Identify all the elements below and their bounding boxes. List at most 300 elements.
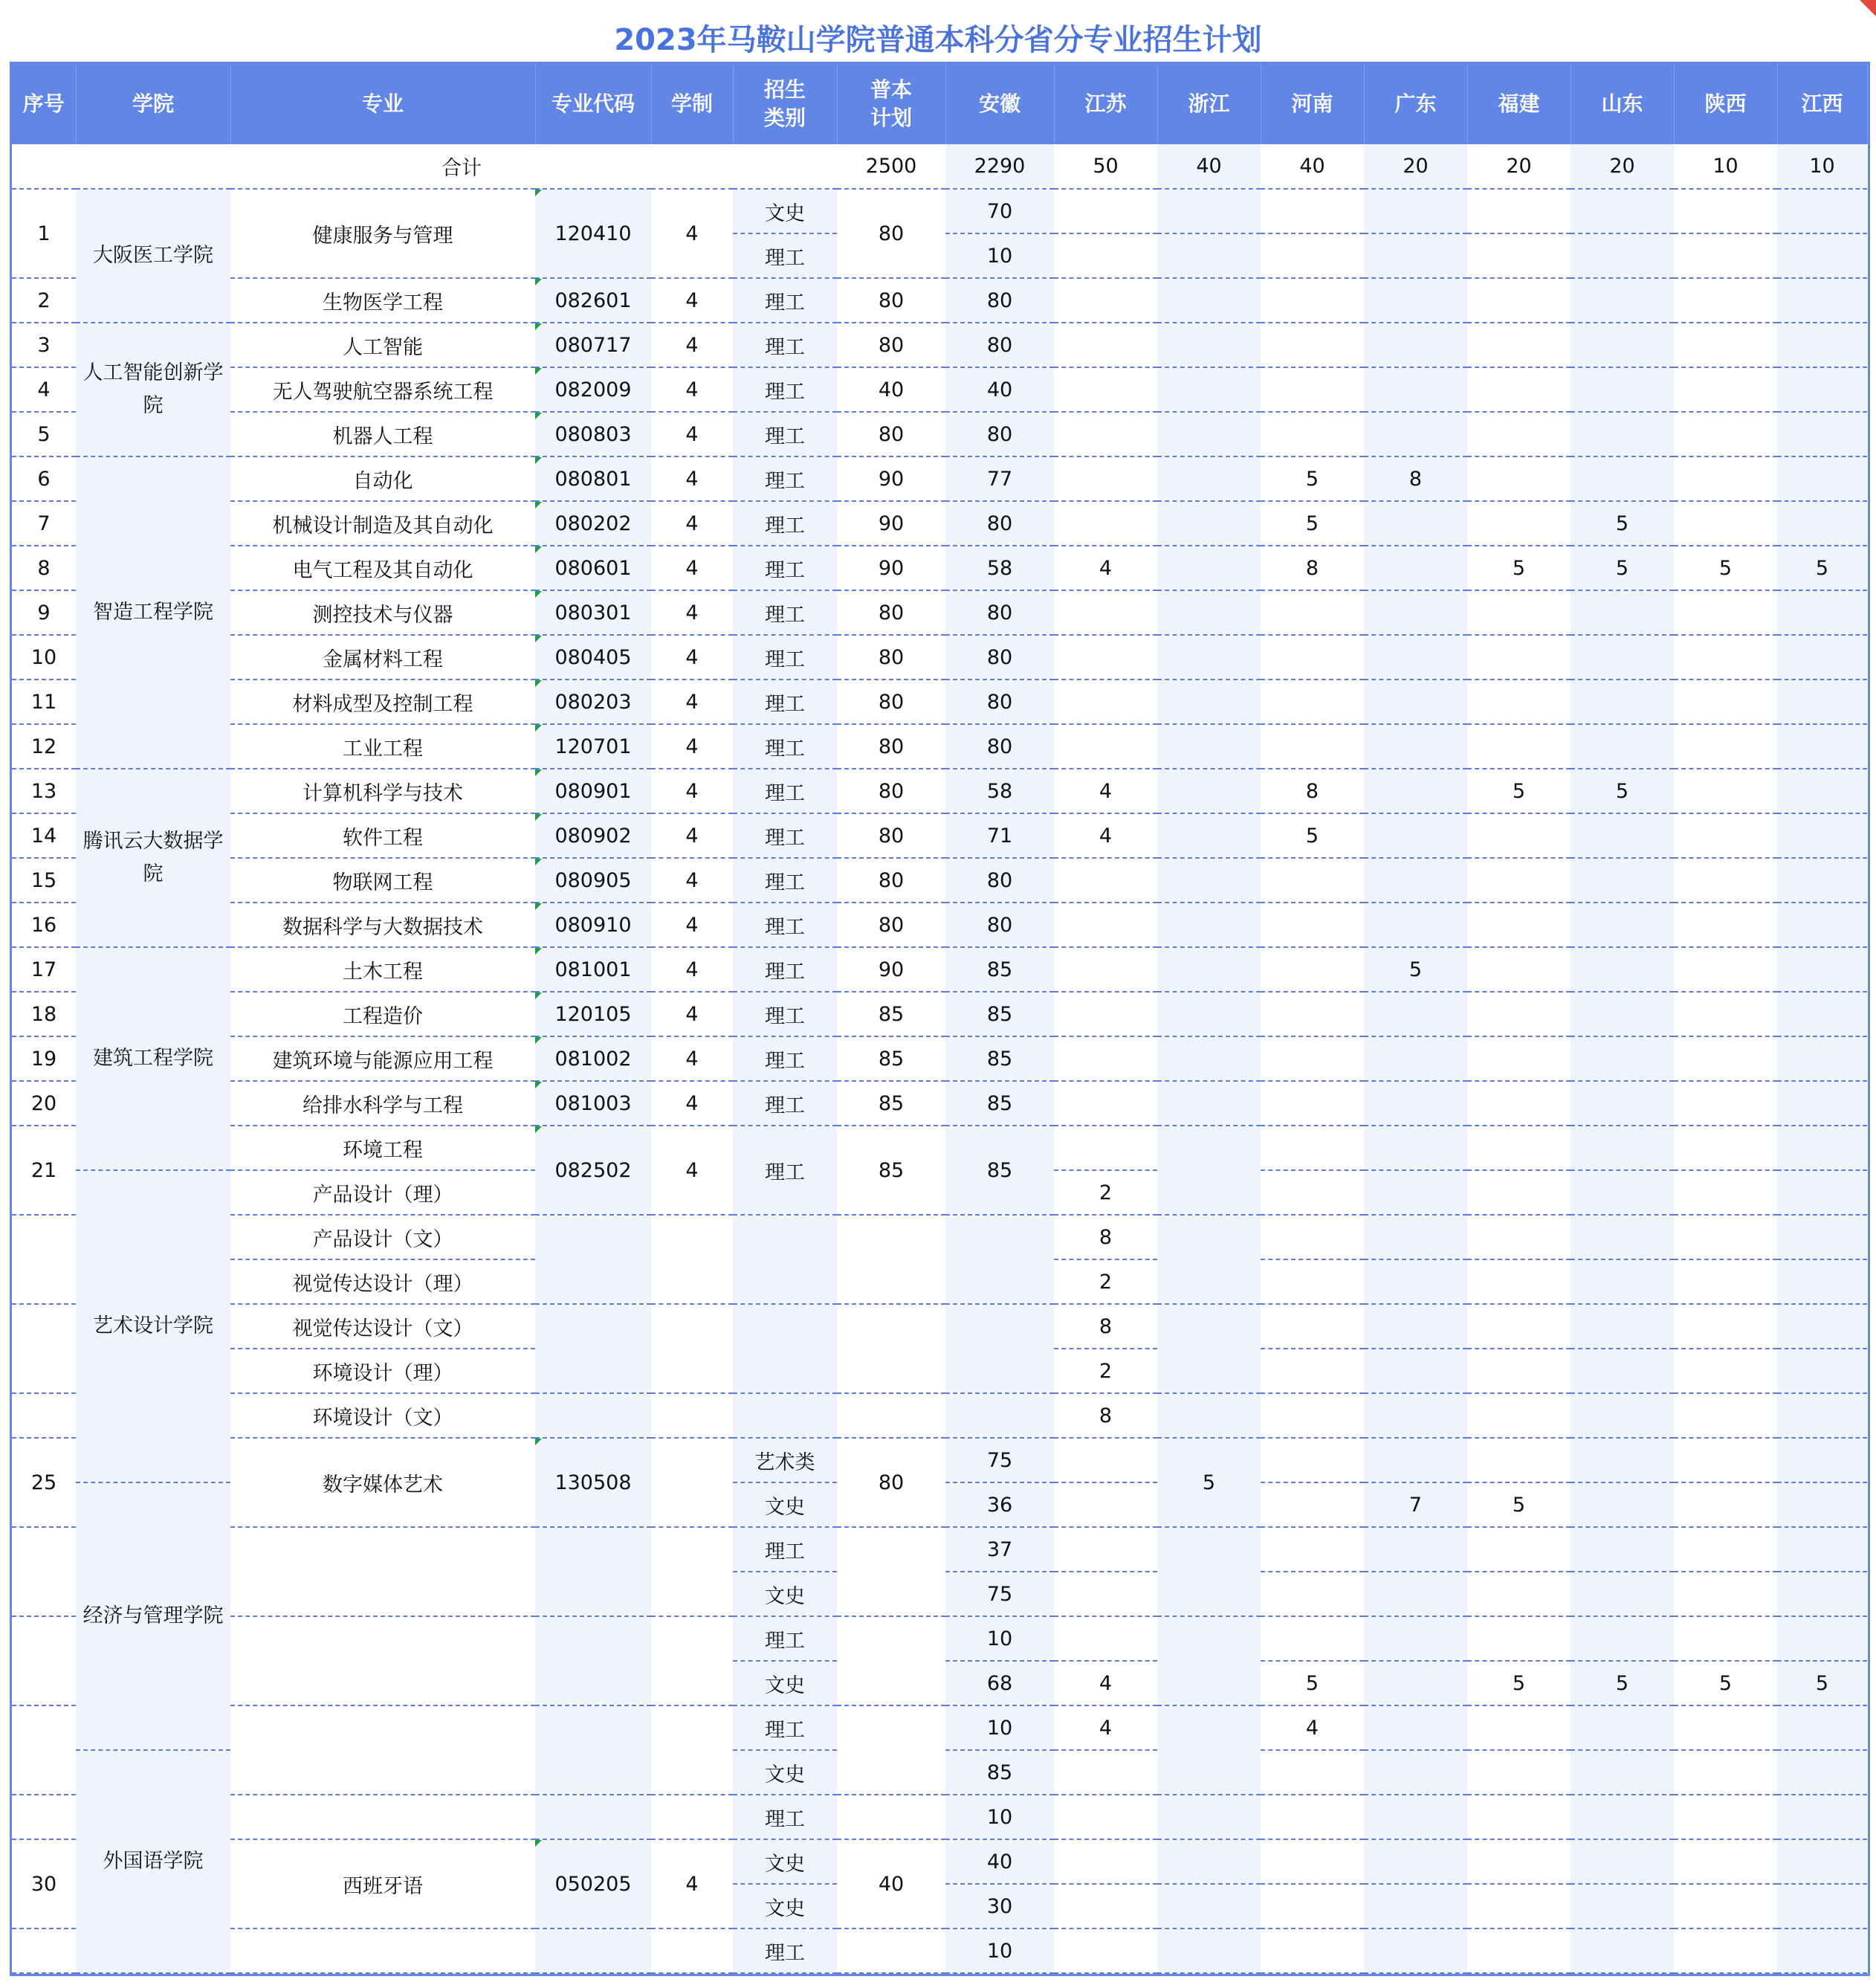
table-cell: [1261, 1527, 1364, 1572]
table-row: [12, 1616, 1867, 1661]
table-cell: [1261, 1126, 1364, 1170]
table-cell: [1467, 724, 1571, 769]
table-cell: [1364, 635, 1467, 680]
table-cell: [1467, 813, 1571, 858]
table-cell: [1364, 367, 1467, 412]
table-cell: 80: [945, 724, 1054, 769]
table-cell: 80: [945, 501, 1054, 546]
table-cell: 4: [1054, 1661, 1157, 1705]
table-cell: 2500: [837, 144, 945, 189]
table-cell: 90: [837, 456, 945, 501]
table-cell: [1674, 1170, 1777, 1215]
table-cell: [1571, 1928, 1674, 1973]
table-cell: 理工: [733, 278, 837, 323]
table-cell: 081002: [535, 1036, 651, 1081]
table-cell: [1467, 1527, 1571, 1572]
table-cell: [1777, 590, 1867, 635]
table-cell: 70: [945, 189, 1054, 233]
table-cell: 130508: [535, 1438, 651, 1527]
header-cell: 江苏: [1054, 64, 1157, 144]
table-cell: 16: [12, 903, 76, 947]
table-cell: 85: [945, 1750, 1054, 1795]
table-cell: 58: [945, 546, 1054, 590]
table-cell: 视觉传达设计（理）: [230, 1259, 535, 1304]
table-cell: [12, 1527, 76, 1616]
table-cell: 20: [1571, 144, 1674, 189]
table-cell: [1777, 1572, 1867, 1616]
table-cell: 理工: [733, 233, 837, 278]
table-cell: [1571, 1215, 1674, 1259]
table-row: [12, 1705, 1867, 1750]
table-cell: [1467, 1928, 1571, 1973]
table-cell: 测控技术与仪器: [230, 590, 535, 635]
table-cell: 80: [837, 724, 945, 769]
table-cell: 5: [1571, 769, 1674, 813]
table-cell: [1674, 1081, 1777, 1126]
table-cell: 理工: [733, 1527, 837, 1572]
table-cell: 4: [651, 323, 733, 367]
table-cell: [535, 1928, 651, 1973]
table-cell: [1261, 1081, 1364, 1126]
table-cell: [1571, 635, 1674, 680]
table-cell: [1261, 1884, 1364, 1928]
table-cell: 75: [945, 1438, 1054, 1482]
table-cell: [1054, 1438, 1157, 1482]
table-cell: 40: [945, 367, 1054, 412]
header-cell: 浙江: [1157, 64, 1261, 144]
table-row: [12, 546, 1867, 590]
college-cell: 外国语学院: [76, 1750, 230, 1973]
table-cell: [945, 1304, 1054, 1393]
table-cell: [1364, 189, 1467, 233]
header-cell: 广东: [1364, 64, 1467, 144]
table-cell: 4: [1054, 546, 1157, 590]
table-cell: 5: [1674, 1661, 1777, 1705]
table-cell: [1571, 1036, 1674, 1081]
table-cell: [1777, 456, 1867, 501]
table-cell: [1467, 1438, 1571, 1482]
table-cell: [1777, 1259, 1867, 1304]
table-cell: [1364, 323, 1467, 367]
table-cell: 4: [651, 947, 733, 992]
table-row: [12, 1438, 1867, 1482]
table-cell: 80: [837, 680, 945, 724]
table-cell: [1571, 1438, 1674, 1482]
table-cell: [1467, 1795, 1571, 1839]
table-row: [12, 1527, 1867, 1572]
table-row: [12, 903, 1867, 947]
table-cell: 25: [12, 1438, 76, 1527]
table-row: [12, 680, 1867, 724]
table-cell: [1674, 1259, 1777, 1304]
table-cell: [1777, 1081, 1867, 1126]
table-cell: 4: [651, 546, 733, 590]
table-cell: [1467, 1750, 1571, 1795]
table-cell: [1467, 1349, 1571, 1393]
table-cell: [1674, 858, 1777, 903]
college-cell: 大阪医工学院: [76, 189, 230, 323]
table-cell: [1261, 367, 1364, 412]
table-cell: [1674, 1795, 1777, 1839]
table-cell: 36: [945, 1482, 1054, 1527]
table-cell: [1571, 1884, 1674, 1928]
table-cell: [651, 1705, 733, 1795]
table-cell: 理工: [733, 546, 837, 590]
table-cell: 17: [12, 947, 76, 992]
table-cell: [1777, 769, 1867, 813]
table-cell: [1054, 278, 1157, 323]
table-cell: [1364, 1215, 1467, 1259]
table-cell: 土木工程: [230, 947, 535, 992]
table-cell: [1054, 903, 1157, 947]
table-cell: 80: [945, 858, 1054, 903]
table-cell: 8: [12, 546, 76, 590]
table-cell: 4: [651, 1081, 733, 1126]
table-cell: [1157, 992, 1261, 1036]
table-cell: 机器人工程: [230, 412, 535, 456]
table-cell: 080717: [535, 323, 651, 367]
table-cell: 14: [12, 813, 76, 858]
table-cell: 80: [945, 590, 1054, 635]
table-cell: 8: [1054, 1393, 1157, 1438]
table-cell: [230, 1795, 535, 1839]
table-cell: 5: [1571, 501, 1674, 546]
table-cell: 5: [1777, 546, 1867, 590]
table-cell: [1261, 947, 1364, 992]
table-cell: 4: [651, 813, 733, 858]
table-cell: 4: [1054, 813, 1157, 858]
table-cell: [1674, 1215, 1777, 1259]
table-cell: 2290: [945, 144, 1054, 189]
table-cell: 8: [1364, 456, 1467, 501]
college-cell: 经济与管理学院: [76, 1482, 230, 1750]
table-cell: [1157, 635, 1261, 680]
table-cell: [1054, 1572, 1157, 1616]
table-row: [12, 992, 1867, 1036]
table-cell: [1261, 1170, 1364, 1215]
table-cell: [230, 1527, 535, 1616]
college-cell: 建筑工程学院: [76, 947, 230, 1170]
table-cell: [1261, 724, 1364, 769]
table-cell: [1571, 813, 1674, 858]
table-cell: [1261, 1304, 1364, 1349]
table-cell: 4: [651, 501, 733, 546]
header-cell: 山东: [1571, 64, 1674, 144]
table-cell: [12, 1928, 76, 1973]
header-cell: 普本 计划: [837, 64, 945, 144]
table-cell: [651, 1215, 733, 1304]
table-cell: 4: [651, 412, 733, 456]
table-cell: 85: [945, 947, 1054, 992]
table-cell: 自动化: [230, 456, 535, 501]
table-cell: [1261, 1839, 1364, 1884]
college-cell: 腾讯云大数据学院: [76, 769, 230, 947]
table-cell: [1467, 947, 1571, 992]
table-cell: [1261, 233, 1364, 278]
table-cell: [1261, 1928, 1364, 1973]
table-cell: 10: [1777, 144, 1867, 189]
table-cell: 20: [12, 1081, 76, 1126]
table-cell: [1261, 1616, 1364, 1661]
table-row: [12, 1036, 1867, 1081]
table-cell: [1261, 858, 1364, 903]
table-cell: [1157, 1126, 1261, 1215]
table-cell: [1364, 412, 1467, 456]
table-cell: [837, 1928, 945, 1973]
table-cell: [837, 1527, 945, 1616]
table-cell: [1571, 947, 1674, 992]
table-cell: [1777, 1349, 1867, 1393]
table-cell: 4: [651, 635, 733, 680]
table-cell: 80: [837, 813, 945, 858]
table-cell: [1571, 1482, 1674, 1527]
table-cell: [1467, 1304, 1571, 1349]
table-cell: [1157, 680, 1261, 724]
table-cell: [1571, 1795, 1674, 1839]
table-cell: 材料成型及控制工程: [230, 680, 535, 724]
table-cell: [1157, 233, 1261, 278]
header-cell: 序号: [12, 64, 76, 144]
table-cell: [1364, 278, 1467, 323]
table-cell: 050205: [535, 1839, 651, 1928]
table-cell: [1054, 992, 1157, 1036]
table-cell: 80: [945, 680, 1054, 724]
table-cell: 120105: [535, 992, 651, 1036]
table-cell: 85: [837, 1126, 945, 1215]
table-cell: 2: [1054, 1349, 1157, 1393]
table-cell: 85: [837, 992, 945, 1036]
table-cell: 理工: [733, 813, 837, 858]
table-cell: 5: [1571, 546, 1674, 590]
table-cell: 理工: [733, 724, 837, 769]
table-cell: 4: [651, 590, 733, 635]
table-cell: 40: [945, 1839, 1054, 1884]
table-cell: 082601: [535, 278, 651, 323]
table-cell: [1674, 1438, 1777, 1482]
table-cell: [1674, 1304, 1777, 1349]
header-cell: 专业代码: [535, 64, 651, 144]
table-row: [12, 1928, 1867, 1973]
table-cell: 80: [837, 769, 945, 813]
table-cell: [837, 1393, 945, 1438]
table-cell: [1364, 1572, 1467, 1616]
table-cell: [1674, 323, 1777, 367]
table-cell: [12, 1304, 76, 1393]
table-cell: [1571, 1750, 1674, 1795]
table-row: [12, 769, 1867, 813]
table-cell: [1157, 769, 1261, 813]
table-cell: [1674, 1527, 1777, 1572]
table-cell: [1467, 680, 1571, 724]
table-cell: 90: [837, 501, 945, 546]
table-cell: [535, 1616, 651, 1705]
table-cell: [1261, 1438, 1364, 1482]
table-cell: 85: [945, 1036, 1054, 1081]
table-cell: [1571, 1393, 1674, 1438]
table-cell: [1571, 367, 1674, 412]
table-cell: 理工: [733, 680, 837, 724]
table-cell: [1674, 992, 1777, 1036]
table-cell: 4: [651, 992, 733, 1036]
table-cell: 080202: [535, 501, 651, 546]
table-cell: [1364, 590, 1467, 635]
table-cell: [1777, 635, 1867, 680]
table-row: [12, 1304, 1867, 1349]
table-cell: 080405: [535, 635, 651, 680]
table-cell: [1364, 1259, 1467, 1304]
table-row: [12, 323, 1867, 367]
table-cell: [1157, 412, 1261, 456]
table-cell: [1571, 1304, 1674, 1349]
table-cell: 9: [12, 590, 76, 635]
table-row: [12, 1839, 1867, 1884]
table-cell: [1261, 1259, 1364, 1304]
table-cell: [1674, 635, 1777, 680]
table-cell: [1364, 992, 1467, 1036]
table-cell: [1054, 1527, 1157, 1572]
table-cell: [1674, 1705, 1777, 1750]
table-cell: [1467, 1170, 1571, 1215]
table-cell: [535, 1527, 651, 1616]
table-cell: [1157, 590, 1261, 635]
table-cell: 12: [12, 724, 76, 769]
table-cell: [1261, 903, 1364, 947]
table-cell: [1674, 501, 1777, 546]
table-cell: 80: [945, 412, 1054, 456]
table-cell: 120410: [535, 189, 651, 278]
table-cell: [1674, 412, 1777, 456]
table-cell: 7: [1364, 1482, 1467, 1527]
table-cell: [733, 1393, 837, 1438]
table-cell: [1571, 992, 1674, 1036]
table-cell: 5: [1467, 1661, 1571, 1705]
table-cell: 10: [945, 1928, 1054, 1973]
table-cell: [1054, 1884, 1157, 1928]
table-cell: 5: [1364, 947, 1467, 992]
table-cell: 4: [651, 1036, 733, 1081]
table-cell: [651, 1616, 733, 1705]
table-cell: 85: [837, 1036, 945, 1081]
table-cell: [1261, 1750, 1364, 1795]
table-row: [12, 1795, 1867, 1839]
table-cell: [1571, 903, 1674, 947]
table-cell: 40: [837, 1839, 945, 1928]
table-cell: [1261, 992, 1364, 1036]
table-cell: [1571, 1527, 1674, 1572]
table-cell: [1467, 1036, 1571, 1081]
table-cell: [1157, 367, 1261, 412]
college-cell: 智造工程学院: [76, 456, 230, 769]
table-cell: 软件工程: [230, 813, 535, 858]
table-cell: 理工: [733, 1928, 837, 1973]
table-cell: [1054, 724, 1157, 769]
table-cell: 理工: [733, 1081, 837, 1126]
table-cell: [1467, 1616, 1571, 1661]
table-cell: [1571, 1572, 1674, 1616]
table-cell: [1467, 323, 1571, 367]
table-cell: [12, 1616, 76, 1705]
table-row: [12, 1393, 1867, 1438]
table-cell: 081001: [535, 947, 651, 992]
table-cell: [1571, 724, 1674, 769]
table-cell: [1674, 233, 1777, 278]
table-cell: [1261, 1036, 1364, 1081]
table-cell: [1571, 1081, 1674, 1126]
table-row: [12, 367, 1867, 412]
table-cell: [1261, 680, 1364, 724]
table-cell: [1157, 546, 1261, 590]
table-cell: 40: [1157, 144, 1261, 189]
table-cell: 2: [1054, 1259, 1157, 1304]
table-cell: 85: [945, 992, 1054, 1036]
table-cell: 计算机科学与技术: [230, 769, 535, 813]
table-cell: [1054, 1482, 1157, 1527]
table-cell: 80: [837, 590, 945, 635]
table-cell: [1054, 1126, 1157, 1170]
table-cell: 4: [1054, 769, 1157, 813]
table-cell: [1674, 1750, 1777, 1795]
table-cell: [1364, 1438, 1467, 1482]
table-cell: 40: [1261, 144, 1364, 189]
table-cell: 080601: [535, 546, 651, 590]
table-cell: [535, 1795, 651, 1839]
table-row: [12, 858, 1867, 903]
table-cell: 西班牙语: [230, 1839, 535, 1928]
header-cell: 陕西: [1674, 64, 1777, 144]
table-cell: [1467, 1884, 1571, 1928]
table-cell: [1467, 1393, 1571, 1438]
table-cell: [1674, 1572, 1777, 1616]
table-cell: [837, 1705, 945, 1795]
table-cell: 85: [837, 1081, 945, 1126]
table-cell: [1777, 412, 1867, 456]
table-cell: [1777, 1036, 1867, 1081]
table-cell: [535, 1215, 651, 1304]
table-row: [12, 1081, 1867, 1126]
table-cell: [1261, 1393, 1364, 1438]
college-cell: 人工智能创新学院: [76, 323, 230, 456]
table-cell: 080901: [535, 769, 651, 813]
table-cell: [837, 1616, 945, 1705]
table-row: [12, 1126, 1867, 1170]
table-cell: [1777, 1482, 1867, 1527]
table-cell: [1467, 233, 1571, 278]
table-cell: 5: [1777, 1661, 1867, 1705]
table-cell: [651, 1928, 733, 1973]
table-cell: [1054, 635, 1157, 680]
table-cell: 77: [945, 456, 1054, 501]
table-cell: [1157, 1928, 1261, 1973]
table-cell: 19: [12, 1036, 76, 1081]
table-cell: 文史: [733, 1750, 837, 1795]
table-cell: 工程造价: [230, 992, 535, 1036]
table-cell: 理工: [733, 769, 837, 813]
table-cell: [1054, 233, 1157, 278]
table-cell: 生物医学工程: [230, 278, 535, 323]
table-cell: [1777, 278, 1867, 323]
table-cell: [651, 1795, 733, 1839]
table-cell: [1674, 1884, 1777, 1928]
table-cell: 20: [1467, 144, 1571, 189]
table-cell: [1467, 367, 1571, 412]
table-cell: [945, 1393, 1054, 1438]
table-cell: 数据科学与大数据技术: [230, 903, 535, 947]
table-cell: [1364, 1036, 1467, 1081]
table-cell: 5: [1467, 1482, 1571, 1527]
table-cell: 2: [12, 278, 76, 323]
table-cell: [1777, 903, 1867, 947]
table-cell: [1777, 1527, 1867, 1572]
